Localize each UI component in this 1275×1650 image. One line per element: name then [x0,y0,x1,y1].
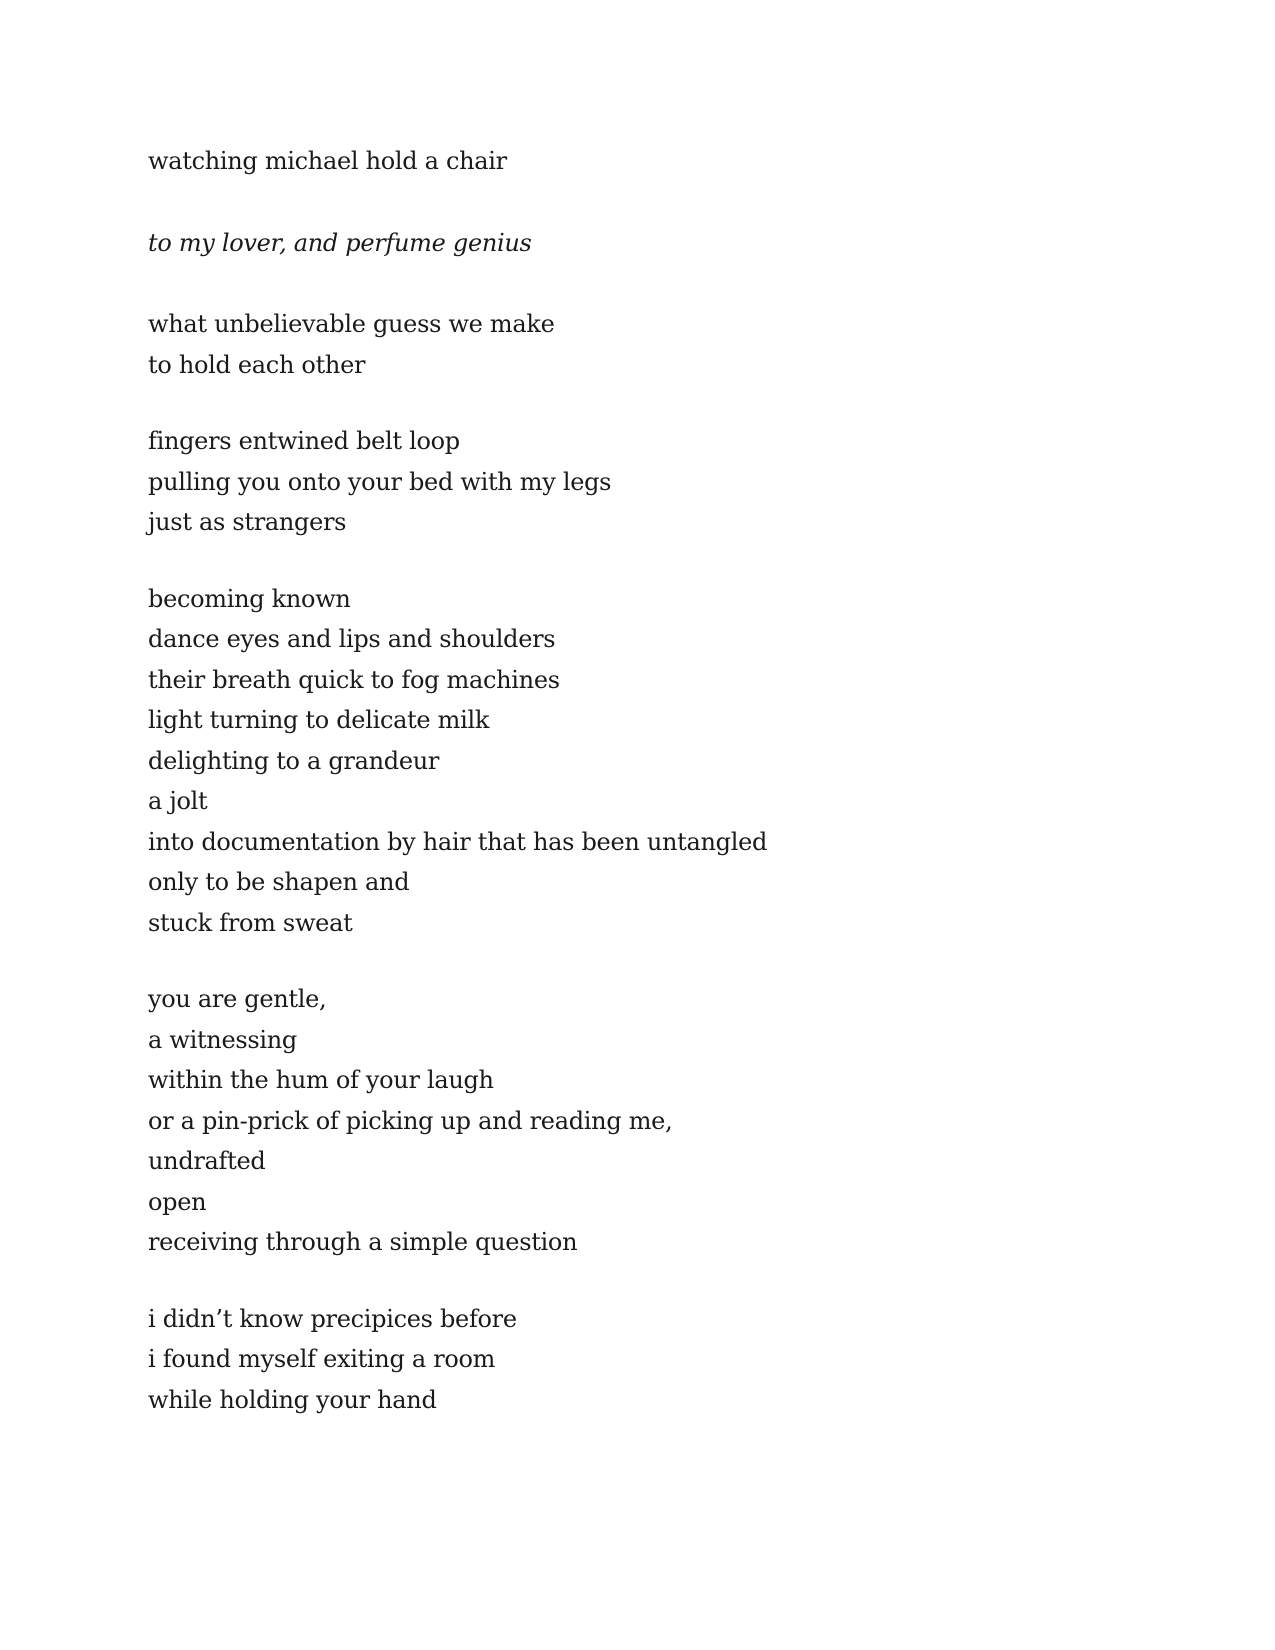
stanza-4 [148,984,1148,1268]
poem-line: a jolt [148,787,208,815]
poem [148,146,1148,1425]
poem-line: while holding your hand [148,1385,437,1414]
poem-line: undrafted [148,1147,266,1175]
poem-line: pulling you onto your bed with my legs [148,467,612,496]
poem-line: becoming known [148,584,351,613]
poem-line: into documentation by hair that has been untangled [148,827,768,856]
poem-line: or a pin-prick of picking up and reading me, [148,1106,673,1135]
stanza-5 [148,1304,1148,1426]
poem-line: a witnessing [148,1025,297,1054]
poem-line: just as strangers [148,508,347,536]
poem-line: to hold each other [148,350,366,379]
poem-line: i didn’t know precipices before [148,1304,517,1333]
poem-title: watching michael hold a chair [148,147,507,175]
stanza-1 [148,309,1148,390]
poem-line: fingers entwined belt loop [148,427,460,455]
stanza-2 [148,426,1148,548]
poem-line: their breath quick to fog machines [148,665,560,694]
poem-line: dance eyes and lips and shoulders [148,625,556,653]
poem-line: i found myself exiting a room [148,1345,496,1373]
poem-line: receiving through a simple question [148,1228,578,1256]
poem-line: what unbelievable guess we make [148,310,555,338]
poem-line: open [148,1187,207,1216]
poem-line: light turning to delicate milk [148,706,490,734]
poem-line: only to be shapen and [148,868,410,896]
poem-line: you are gentle, [148,985,327,1013]
poem-line: delighting to a grandeur [148,746,440,775]
poem-line: within the hum of your laugh [148,1066,494,1094]
poem-dedication: to my lover, and perfume genius [148,229,532,257]
poem-line: stuck from sweat [148,908,353,937]
stanza-3 [148,584,1148,949]
